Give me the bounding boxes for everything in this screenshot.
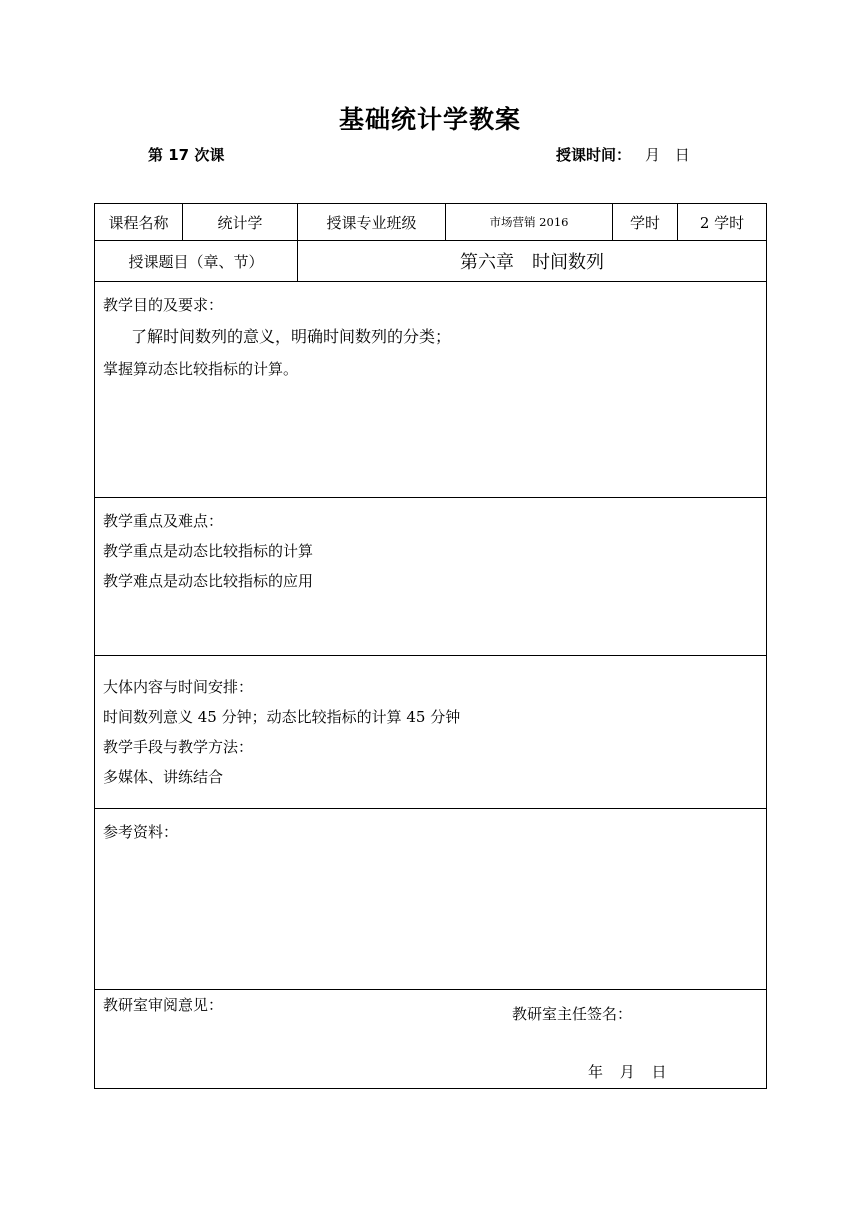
topic-value: 第六章 时间数列	[298, 241, 767, 282]
key-point-line-1: 教学重点是动态比较指标的计算	[103, 542, 314, 560]
topic-label: 授课题目（章、节）	[95, 241, 298, 282]
hours-value: 2 学时	[678, 204, 767, 241]
objectives-line-1: 了解时间数列的意义，明确时间数列的分类；	[131, 327, 452, 346]
key-points-cell	[95, 498, 767, 656]
key-points-label: 教学重点及难点：	[103, 512, 224, 530]
review-signature-label: 教研室主任签名：	[512, 1005, 633, 1023]
key-point-line-2: 教学难点是动态比较指标的应用	[103, 572, 314, 590]
major-class-label: 授课专业班级	[298, 204, 446, 241]
course-info-row	[95, 204, 767, 241]
review-date-label: 年 月 日	[588, 1063, 667, 1081]
teach-time-value: 月 日	[645, 146, 690, 164]
document-title: 基础统计学教案	[338, 105, 521, 134]
major-class-value: 市场营销 2016	[446, 204, 613, 241]
course-name-label: 课程名称	[95, 204, 183, 241]
content-schedule: 时间数列意义 45 分钟；动态比较指标的计算 45 分钟	[103, 708, 461, 726]
review-label: 教研室审阅意见：	[103, 996, 224, 1014]
objectives-label: 教学目的及要求：	[103, 296, 224, 314]
objectives-cell	[95, 282, 767, 498]
methods-value: 多媒体、讲练结合	[103, 768, 224, 786]
lesson-plan-table	[94, 203, 767, 1089]
course-name-value: 统计学	[183, 204, 298, 241]
topic-row	[95, 241, 767, 282]
key-points-row	[95, 498, 767, 656]
objectives-row	[95, 282, 767, 498]
hours-label: 学时	[613, 204, 678, 241]
references-row	[95, 809, 767, 990]
references-cell	[95, 809, 767, 990]
content-cell	[95, 656, 767, 809]
lesson-number: 第 17 次课	[148, 146, 225, 164]
methods-label: 教学手段与教学方法：	[103, 738, 254, 756]
references-label: 参考资料：	[103, 823, 179, 841]
content-label: 大体内容与时间安排：	[103, 678, 254, 696]
content-row	[95, 656, 767, 809]
objectives-line-2: 掌握算动态比较指标的计算。	[103, 360, 299, 378]
teach-time	[556, 144, 690, 165]
teach-time-label: 授课时间：	[556, 146, 632, 164]
